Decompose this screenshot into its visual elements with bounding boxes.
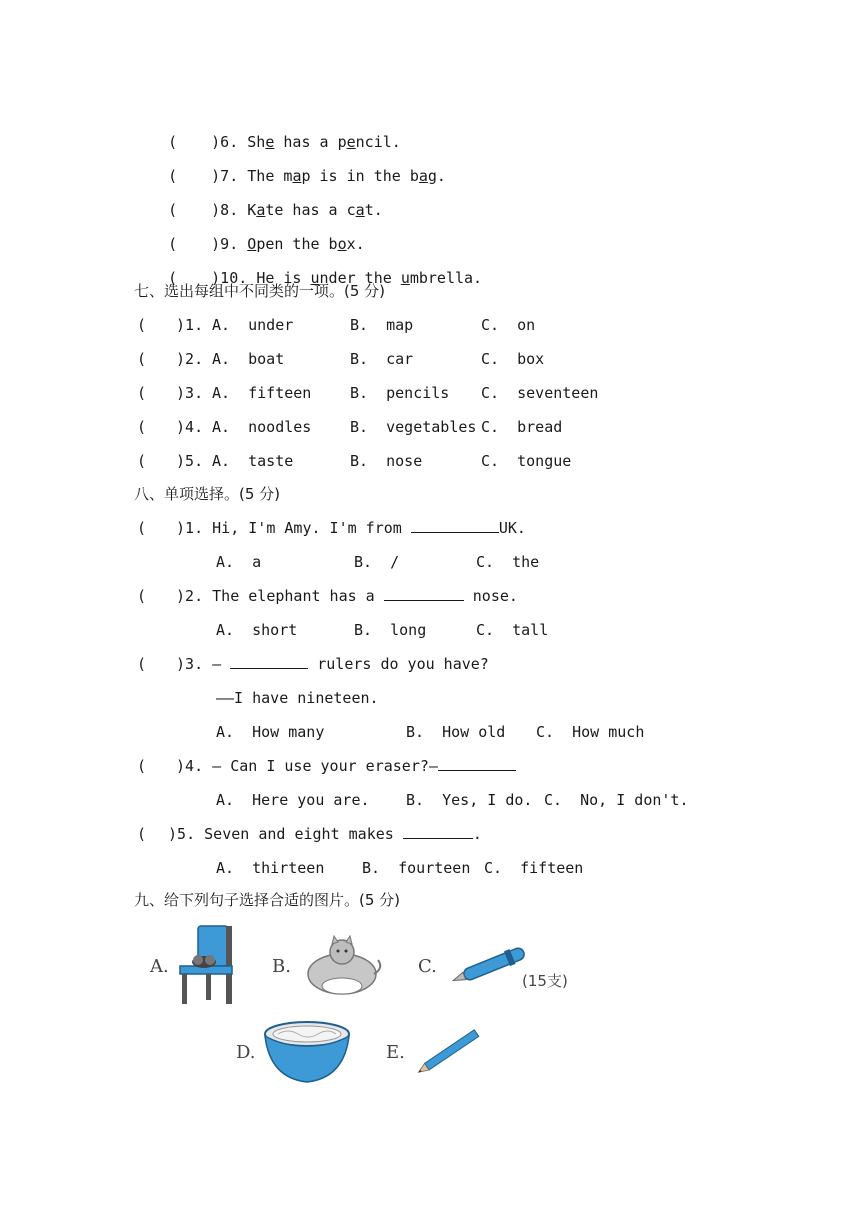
option-b: B. nose <box>350 452 423 470</box>
option-b: B. fourteen <box>362 859 471 877</box>
list-item <box>137 315 203 335</box>
option-c: C. tongue <box>481 452 572 470</box>
sentence-text: The m <box>247 167 293 185</box>
option-a: A. boat <box>212 350 285 368</box>
sentence-text: Sh <box>247 133 266 151</box>
option-a: A. noodles <box>212 418 312 436</box>
answer-blank <box>438 756 516 771</box>
option-a: A. thirteen <box>216 859 325 877</box>
question-number: )4. <box>176 418 204 436</box>
question-text: — <box>212 655 231 673</box>
sentence-text: ncil. <box>355 133 401 151</box>
paren-open: ( <box>137 825 147 843</box>
question-text: Hi, I'm Amy. I'm from <box>212 519 411 537</box>
section9-title: 九、给下列句子选择合适的图片。(5 分) <box>134 891 401 909</box>
underlined-letter: u <box>310 269 320 287</box>
picture-label-e: E. <box>386 1042 405 1063</box>
sentence-text: pen the b <box>256 235 338 253</box>
paren-open: ( <box>168 269 178 287</box>
sentence-text: x. <box>346 235 365 253</box>
option-b: B. Yes, I do. <box>406 791 533 809</box>
question-number: )8. <box>211 201 239 219</box>
answer-blank <box>230 654 308 669</box>
option-b: B. / <box>354 553 400 571</box>
reply-text: ——I have nineteen. <box>216 689 379 707</box>
section8-title: 八、单项选择。(5 分) <box>134 485 281 503</box>
sentence-text: te has a c <box>265 201 356 219</box>
option-a: A. short <box>216 621 298 639</box>
option-c: C. the <box>476 553 540 571</box>
option-b: B. vegetables <box>350 418 477 436</box>
question-text: — Can I use your eraser?— <box>212 757 438 775</box>
question-text: . <box>472 825 482 843</box>
question-number: )9. <box>211 235 239 253</box>
underlined-letter: o <box>337 235 347 253</box>
option-c: C. fifteen <box>484 859 584 877</box>
question-row <box>137 518 526 538</box>
question-text: The elephant has a <box>212 587 384 605</box>
option-c: C. on <box>481 316 536 334</box>
question-number: )5. <box>168 825 196 843</box>
sentence-text: K <box>247 201 257 219</box>
option-b: B. car <box>350 350 414 368</box>
list-item <box>137 417 203 437</box>
option-b: B. long <box>354 621 427 639</box>
list-item <box>137 451 203 471</box>
question-row <box>137 654 489 674</box>
list-item <box>137 349 203 369</box>
underlined-letter: e <box>346 133 356 151</box>
pen-count-label: (15支) <box>522 972 568 990</box>
paren-open: ( <box>168 201 178 219</box>
paren-open: ( <box>137 316 147 334</box>
paren-open: ( <box>137 519 147 537</box>
question-number: )7. <box>211 167 239 185</box>
question-text: Seven and eight makes <box>204 825 403 843</box>
sentence-text: mbrella. <box>409 269 483 287</box>
answer-blank <box>403 824 473 839</box>
question-row <box>137 586 518 606</box>
option-a: A. a <box>216 553 262 571</box>
picture-label-a: A. <box>150 956 169 977</box>
paren-open: ( <box>168 167 178 185</box>
underlined-letter: u <box>400 269 410 287</box>
option-b: B. How old <box>406 723 506 741</box>
underlined-letter: a <box>418 167 428 185</box>
option-a: A. How many <box>216 723 325 741</box>
underlined-letter: a <box>292 167 302 185</box>
option-b: B. pencils <box>350 384 450 402</box>
question-number: )1. <box>176 316 204 334</box>
answer-blank <box>411 518 499 533</box>
option-c: C. box <box>481 350 545 368</box>
question-number: )2. <box>176 350 204 368</box>
underlined-letter: a <box>355 201 365 219</box>
question-number: )3. <box>176 655 204 673</box>
paren-open: ( <box>137 655 147 673</box>
question-number: )1. <box>176 519 204 537</box>
pencil-icon <box>412 1026 488 1076</box>
list-item <box>137 383 203 403</box>
underlined-letter: e <box>265 133 275 151</box>
sentence-text: nder the <box>319 269 401 287</box>
paren-open: ( <box>137 350 147 368</box>
option-c: C. seventeen <box>481 384 599 402</box>
sentence-text: He is <box>256 269 311 287</box>
question-number: )6. <box>211 133 239 151</box>
option-b: B. map <box>350 316 414 334</box>
question-row <box>137 824 482 844</box>
question-number: )3. <box>176 384 204 402</box>
paren-open: ( <box>137 384 147 402</box>
option-c: C. How much <box>536 723 645 741</box>
question-row <box>137 756 516 776</box>
paren-open: ( <box>137 757 147 775</box>
cat-icon <box>300 934 384 998</box>
question-text: UK. <box>498 519 526 537</box>
option-a: A. Here you are. <box>216 791 370 809</box>
option-a: A. under <box>212 316 294 334</box>
option-c: C. No, I don't. <box>544 791 689 809</box>
sentence-text: g. <box>427 167 446 185</box>
answer-blank <box>384 586 464 601</box>
picture-label-d: D. <box>236 1042 256 1063</box>
picture-label-b: B. <box>272 956 291 977</box>
sentence-text: t. <box>364 201 383 219</box>
option-c: C. tall <box>476 621 549 639</box>
sentence-text: p is in the b <box>301 167 419 185</box>
paren-open: ( <box>168 133 178 151</box>
question-text: rulers do you have? <box>308 655 489 673</box>
question-number: )4. <box>176 757 204 775</box>
option-a: A. taste <box>212 452 294 470</box>
picture-label-c: C. <box>418 956 437 977</box>
paren-open: ( <box>137 418 147 436</box>
option-a: A. fifteen <box>212 384 312 402</box>
question-number: )10. <box>211 269 248 287</box>
question-text: nose. <box>463 587 518 605</box>
paren-open: ( <box>168 235 178 253</box>
sentence-text: has a p <box>274 133 347 151</box>
question-number: )2. <box>176 587 204 605</box>
question-number: )5. <box>176 452 204 470</box>
chair-icon <box>176 922 240 1008</box>
underlined-letter: O <box>247 235 257 253</box>
section7-title: 七、选出每组中不同类的一项。(5 分) <box>134 282 386 300</box>
paren-open: ( <box>137 587 147 605</box>
noodle-bowl-icon <box>262 1018 352 1086</box>
option-c: C. bread <box>481 418 563 436</box>
underlined-letter: a <box>256 201 266 219</box>
paren-open: ( <box>137 452 147 470</box>
